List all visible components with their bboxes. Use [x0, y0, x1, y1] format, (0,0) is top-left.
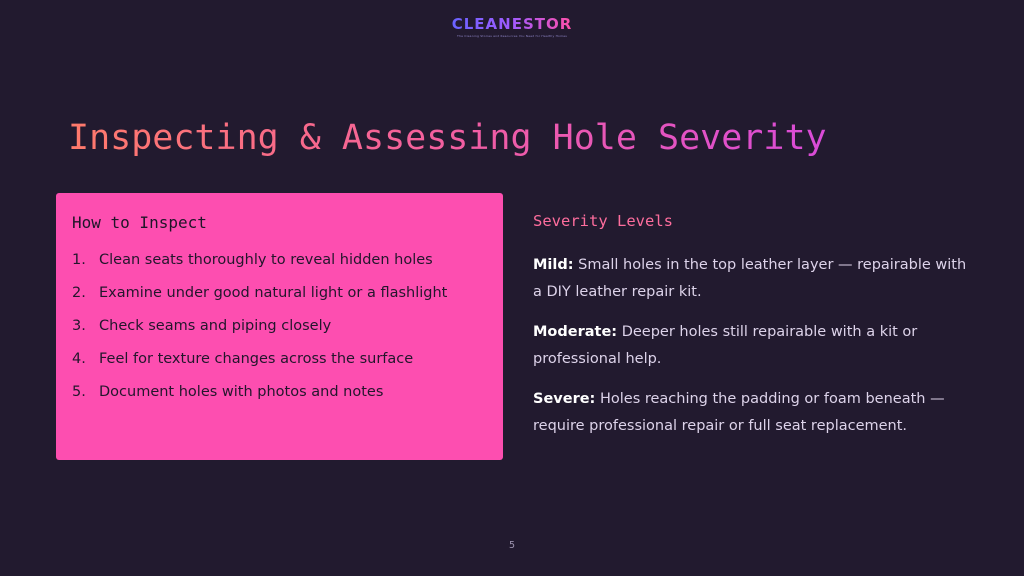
step-text: Clean seats thoroughly to reveal hidden holes — [99, 252, 433, 268]
severity-label: Severe: — [533, 391, 596, 407]
page-number: 5 — [508, 540, 516, 551]
inspect-steps-list — [72, 252, 487, 417]
step-text: Document holes with photos and notes — [99, 384, 384, 400]
severity-description: Small holes in the top leather layer — repairable with a DIY leather repair kit. — [533, 257, 967, 300]
step-text: Check seams and piping closely — [99, 318, 332, 334]
severity-section — [533, 212, 973, 453]
list-item — [72, 351, 487, 384]
list-item — [72, 384, 487, 417]
severity-description: Holes reaching the padding or foam beneath — require professional repair or full seat replacement. — [533, 391, 945, 434]
list-item — [72, 285, 487, 318]
step-number: 2. — [72, 285, 86, 301]
severity-level-severe — [533, 386, 973, 440]
step-text: Examine under good natural light or a flashlight — [99, 285, 448, 301]
logo-wordmark: CLEANESTOR — [451, 15, 573, 33]
severity-level-moderate — [533, 319, 973, 373]
slide-title: Inspecting & Assessing Hole Severity — [68, 118, 827, 158]
list-item — [72, 318, 487, 351]
logo-tagline: The Cleaning Stories and Resources You Need for Healthy Homes — [456, 34, 568, 38]
step-number: 4. — [72, 351, 86, 367]
severity-label: Mild: — [533, 257, 574, 273]
severity-level-mild — [533, 252, 973, 306]
step-number: 5. — [72, 384, 86, 400]
list-item — [72, 252, 487, 285]
inspect-heading: How to Inspect — [72, 213, 207, 232]
step-text: Feel for texture changes across the surface — [99, 351, 414, 367]
step-number: 1. — [72, 252, 86, 268]
severity-label: Moderate: — [533, 324, 618, 340]
brand-logo — [0, 14, 1024, 38]
severity-heading: Severity Levels — [533, 212, 673, 230]
step-number: 3. — [72, 318, 86, 334]
severity-description: Deeper holes still repairable with a kit or professional help. — [533, 324, 918, 367]
inspect-card — [56, 193, 503, 460]
